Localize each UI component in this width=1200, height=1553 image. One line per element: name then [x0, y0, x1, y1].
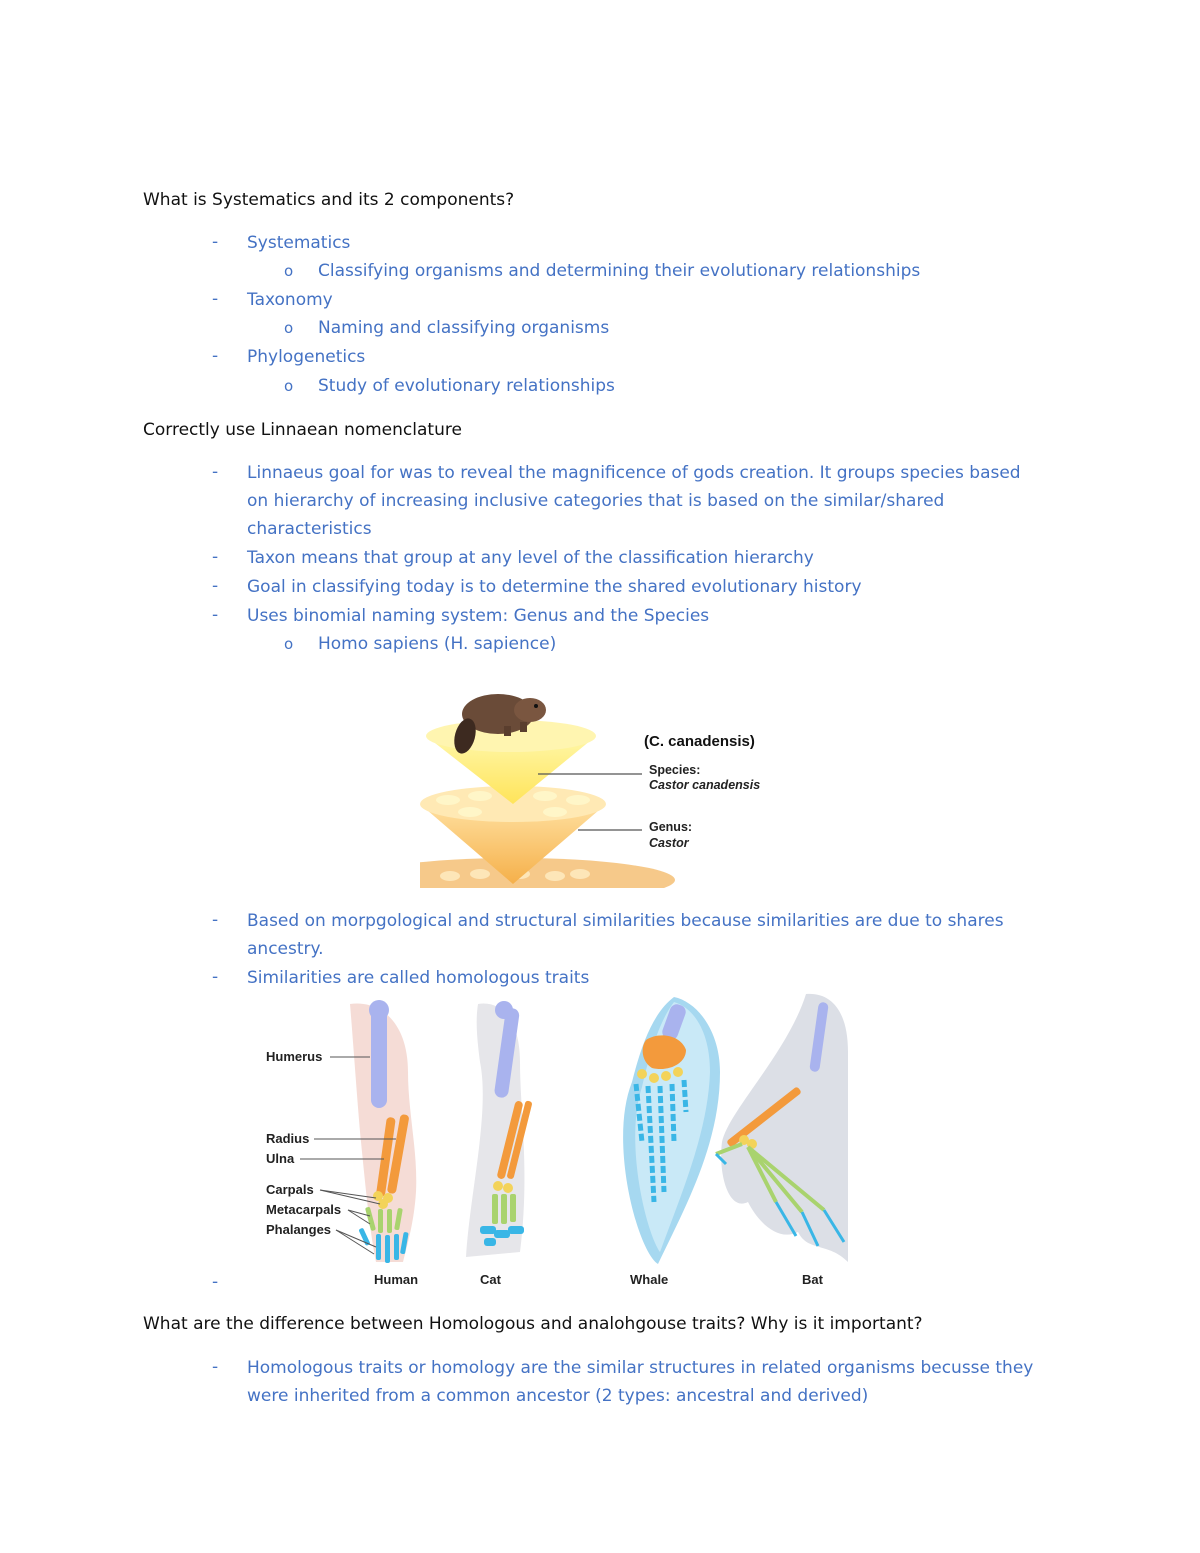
list-item-homologous-traits: Similarities are called homologous traits — [247, 968, 590, 988]
dash-bullet: - — [212, 232, 219, 252]
sub-bullet: o — [284, 635, 294, 653]
question-heading-homologous: What are the difference between Homologous and analohgouse traits? Why is it important? — [143, 1314, 923, 1334]
question-heading-linnaean: Correctly use Linnaean nomenclature — [143, 420, 462, 440]
list-item-goal-today: Goal in classifying today is to determine the shared evolutionary history — [247, 577, 862, 597]
label-humerus: Humerus — [266, 1049, 323, 1064]
sub-bullet: o — [284, 377, 294, 395]
dash-bullet: - — [212, 289, 219, 309]
list-item-linnaeus-goal-line1: Linnaeus goal for was to reveal the magnificence of gods creation. It groups species based — [247, 463, 1021, 483]
label-metacarpals: Metacarpals — [266, 1202, 342, 1217]
list-item-homology-line1: Homologous traits or homology are the similar structures in related organisms becusse they — [247, 1358, 1034, 1378]
sub-bullet: o — [284, 262, 294, 280]
animal-label-human: Human — [374, 1272, 419, 1287]
dash-bullet: - — [212, 346, 219, 366]
cat-metacarpals — [492, 1194, 516, 1224]
sub-bullet: o — [284, 319, 294, 337]
list-item-systematics: Systematics — [247, 233, 351, 253]
beaver-figure-title: (C. canadensis) — [644, 733, 755, 750]
list-item-linnaeus-goal-line2: on hierarchy of increasing inclusive categories that is based on the similar/shared — [247, 491, 945, 511]
sub-item-phylogenetics-def: Study of evolutionary relationships — [318, 376, 615, 396]
list-item-taxon: Taxon means that group at any level of the classification hierarchy — [247, 548, 814, 568]
label-radius: Radius — [266, 1131, 310, 1146]
dash-bullet: - — [212, 1357, 219, 1377]
label-ulna: Ulna — [266, 1151, 295, 1166]
list-item-linnaeus-goal-line3: characteristics — [247, 519, 372, 539]
genus-label: Genus: — [649, 820, 693, 834]
human-arm — [350, 1000, 416, 1263]
animal-label-cat: Cat — [480, 1272, 501, 1287]
dash-bullet: - — [212, 462, 219, 482]
whale-flipper — [623, 997, 720, 1264]
list-item-binomial: Uses binomial naming system: Genus and the Species — [247, 606, 710, 626]
dash-bullet: - — [212, 910, 219, 930]
list-item-phylogenetics: Phylogenetics — [247, 347, 366, 367]
human-humerus — [371, 1008, 387, 1108]
list-item-morphological-line1: Based on morpgological and structural similarities because similarities are due to shares — [247, 911, 1004, 931]
family-disk — [420, 858, 675, 888]
homologous-limbs-figure — [258, 992, 858, 1292]
cat-leg — [466, 1001, 533, 1257]
sub-item-systematics-def: Classifying organisms and determining their evolutionary relationships — [318, 261, 921, 281]
sub-item-homo-sapiens: Homo sapiens (H. sapience) — [318, 634, 557, 654]
species-name: Castor canadensis — [649, 778, 761, 792]
label-carpals: Carpals — [266, 1182, 314, 1197]
dash-bullet: - — [212, 605, 219, 625]
question-heading-systematics: What is Systematics and its 2 components? — [143, 190, 515, 210]
list-item-taxonomy: Taxonomy — [247, 290, 333, 310]
list-item-homology-line2: were inherited from a common ancestor (2 types: ancestral and derived) — [247, 1386, 869, 1406]
dash-bullet: - — [212, 1272, 219, 1292]
bat-wing — [716, 994, 848, 1262]
species-label: Species: — [649, 763, 701, 777]
list-item-morphological-line2: ancestry. — [247, 939, 324, 959]
dash-bullet: - — [212, 576, 219, 596]
beaver-taxonomy-figure — [420, 688, 780, 888]
sub-item-taxonomy-def: Naming and classifying organisms — [318, 318, 610, 338]
genus-name: Castor — [649, 836, 689, 850]
label-phalanges: Phalanges — [266, 1222, 332, 1237]
animal-label-whale: Whale — [630, 1272, 669, 1287]
dash-bullet: - — [212, 547, 219, 567]
animal-label-bat: Bat — [802, 1272, 823, 1287]
dash-bullet: - — [212, 967, 219, 987]
